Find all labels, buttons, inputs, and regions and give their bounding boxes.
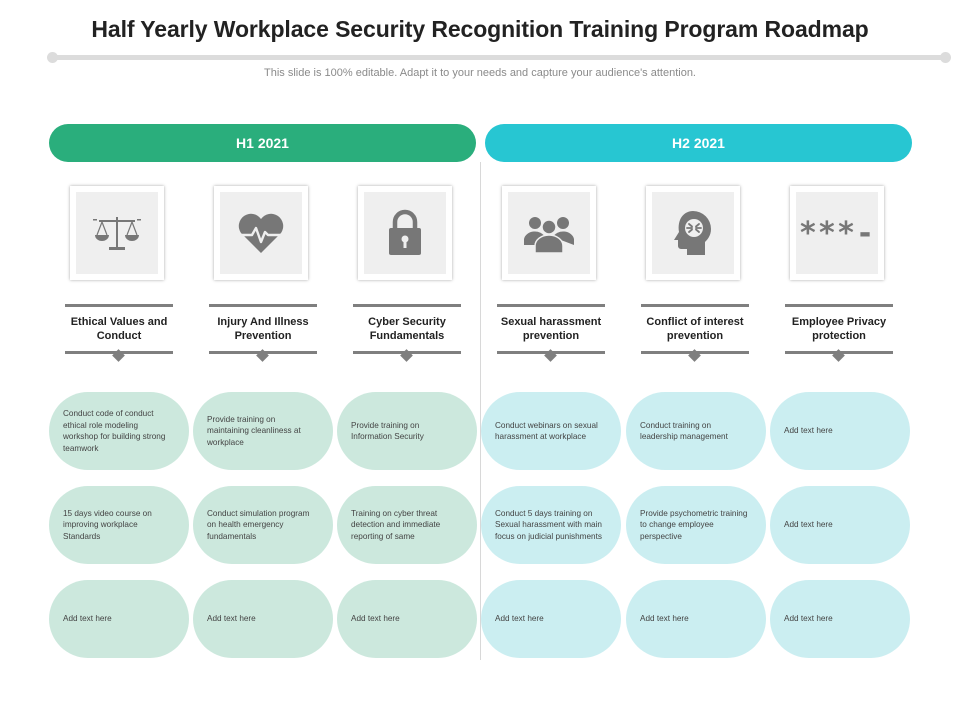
task-pill: Add text here [193, 580, 333, 658]
subtitle: This slide is 100% editable. Adapt it to your needs and capture your audience's attention. [264, 67, 696, 79]
half-bar-h1: H1 2021 [49, 124, 476, 162]
lock-icon [385, 209, 425, 257]
column-label: Injury And Illness Prevention [209, 304, 317, 354]
task-pill: Conduct simulation program on health emergency fundamentals [193, 486, 333, 564]
task-pill: Add text here [770, 580, 910, 658]
task-pill: Add text here [770, 392, 910, 470]
half-divider [480, 162, 481, 660]
divider-dot-left [47, 52, 58, 63]
column-label: Cyber Security Fundamentals [353, 304, 461, 354]
task-pill: Provide training on Information Security [337, 392, 477, 470]
task-pill: Training on cyber threat detection and immediate reporting of same [337, 486, 477, 564]
task-pill: Conduct 5 days training on Sexual harassment with main focus on judicial punishments [481, 486, 621, 564]
half-bar-h2: H2 2021 [485, 124, 912, 162]
page-title: Half Yearly Workplace Security Recognition Training Program Roadmap [91, 16, 869, 42]
icon-card [646, 186, 740, 280]
column-label: Sexual harassment prevention [497, 304, 605, 354]
icon-card [502, 186, 596, 280]
icon-card [214, 186, 308, 280]
heartbeat-icon [236, 211, 286, 255]
icon-card [358, 186, 452, 280]
task-pill: Provide psychometric training to change employee perspective [626, 486, 766, 564]
column-label: Ethical Values and Conduct [65, 304, 173, 354]
password-icon: ***- [798, 215, 876, 251]
task-pill: Add text here [770, 486, 910, 564]
task-pill: Add text here [337, 580, 477, 658]
task-pill: 15 days video course on improving workplace Standards [49, 486, 189, 564]
task-pill: Conduct code of conduct ethical role modeling workshop for building strong teamwork [49, 392, 189, 470]
column-label: Employee Privacy protection [785, 304, 893, 354]
task-pill: Conduct webinars on sexual harassment at workplace [481, 392, 621, 470]
task-pill: Add text here [49, 580, 189, 658]
task-pill: Provide training on maintaining cleanliness at workplace [193, 392, 333, 470]
task-pill: Conduct training on leadership management [626, 392, 766, 470]
icon-card [70, 186, 164, 280]
icon-card [790, 186, 884, 280]
head-idea-icon [671, 209, 715, 257]
task-pill: Add text here [481, 580, 621, 658]
group-icon [523, 213, 575, 253]
column-label: Conflict of interest prevention [641, 304, 749, 354]
title-divider [52, 55, 946, 60]
task-pill: Add text here [626, 580, 766, 658]
scales-icon [89, 213, 145, 253]
divider-dot-right [940, 52, 951, 63]
